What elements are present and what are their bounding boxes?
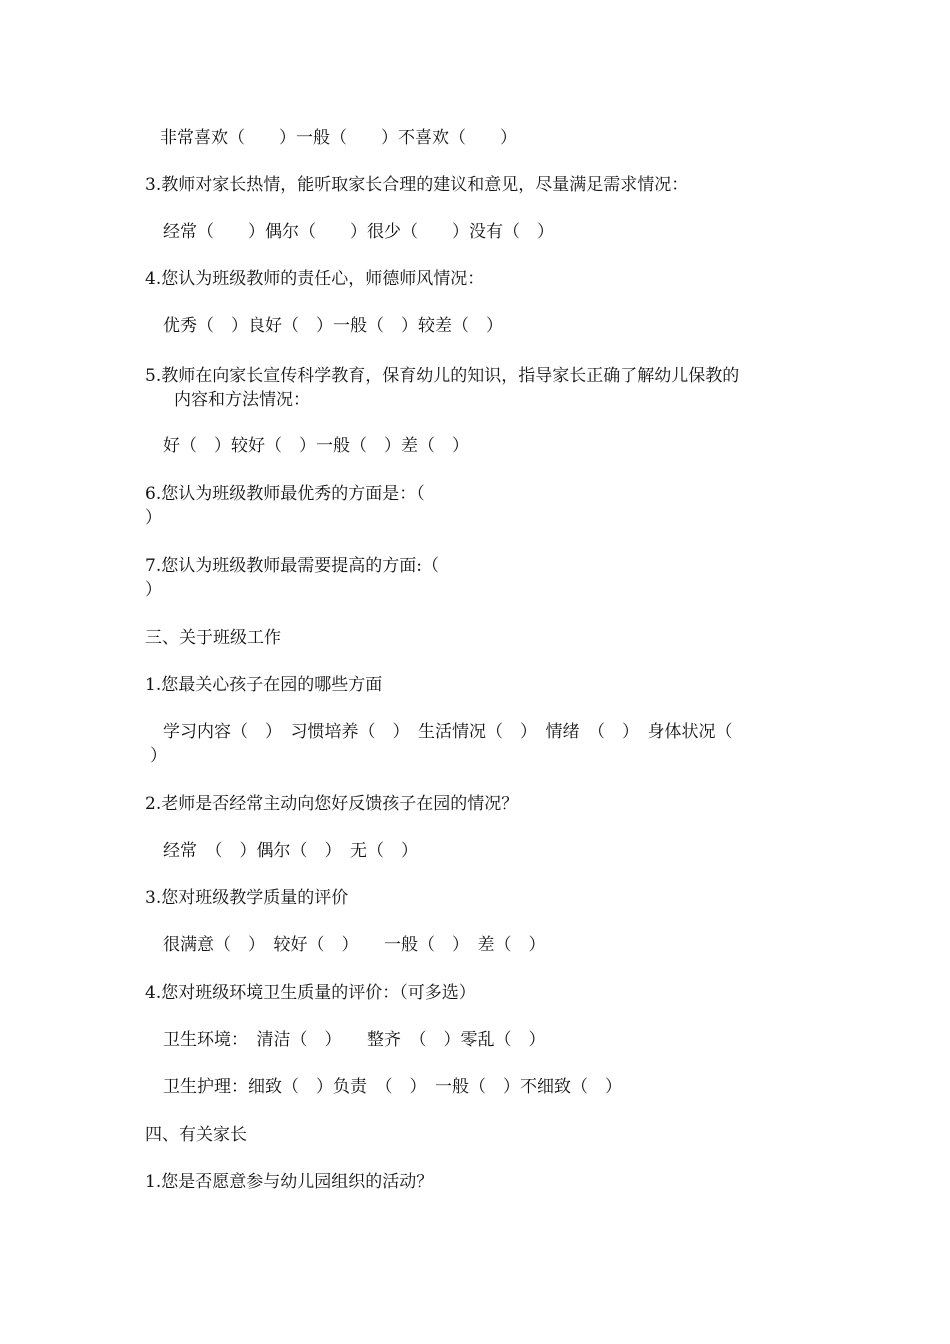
section-4-heading: 四、有关家长 xyxy=(145,1125,247,1145)
q6-closing-paren: ） xyxy=(145,508,162,528)
q4-responsibility: 4.您认为班级教师的责任心，师德师风情况： xyxy=(145,269,485,289)
s3-q2-options: 经常 （ ）偶尔（ ） 无（ ） xyxy=(163,841,418,861)
s3-q1-options: 学习内容（ ） 习惯培养（ ） 生活情况（ ） 情绪 （ ） 身体状况（ xyxy=(163,722,733,742)
q5-education-line2: 内容和方法情况： xyxy=(174,390,310,410)
s3-q2-feedback: 2.老师是否经常主动向您好反馈孩子在园的情况？ xyxy=(145,794,519,814)
q2-options: 非常喜欢（ ）一般（ ）不喜欢（ ） xyxy=(160,128,517,148)
s3-q4-hygiene: 4.您对班级环境卫生质量的评价：（可多选） xyxy=(145,983,476,1003)
s4-q1-participation: 1.您是否愿意参与幼儿园组织的活动？ xyxy=(145,1172,434,1192)
q6-best-aspect: 6.您认为班级教师最优秀的方面是：（ xyxy=(145,484,425,504)
q7-improve-aspect: 7.您认为班级教师最需要提高的方面:（ xyxy=(145,556,439,576)
q3-teacher-warmth: 3.教师对家长热情，能听取家长合理的建议和意见，尽量满足需求情况： xyxy=(145,175,689,195)
q5-options: 好（ ）较好（ ）一般（ ）差（ ） xyxy=(163,436,469,456)
q5-education-line1: 5.教师在向家长宣传科学教育，保育幼儿的知识，指导家长正确了解幼儿保教的 xyxy=(145,366,740,386)
s3-q1-closing-paren: ） xyxy=(150,746,167,766)
section-3-heading: 三、关于班级工作 xyxy=(145,628,281,648)
s3-q1-concerns: 1.您最关心孩子在园的哪些方面 xyxy=(145,675,383,695)
s3-q4-environment-options: 卫生环境： 清洁（ ） 整齐 （ ）零乱（ ） xyxy=(163,1030,546,1050)
q4-options: 优秀（ ）良好（ ）一般（ ）较差（ ） xyxy=(163,316,503,336)
q7-closing-paren: ） xyxy=(145,580,162,600)
s3-q4-care-options: 卫生护理：细致（ ）负责 （ ） 一般（ ）不细致（ ） xyxy=(163,1077,622,1097)
q3-options: 经常（ ）偶尔（ ）很少（ ）没有（ ） xyxy=(163,222,554,242)
s3-q3-teaching-quality: 3.您对班级教学质量的评价 xyxy=(145,888,349,908)
s3-q3-options: 很满意（ ） 较好（ ） 一般（ ） 差（ ） xyxy=(163,935,546,955)
